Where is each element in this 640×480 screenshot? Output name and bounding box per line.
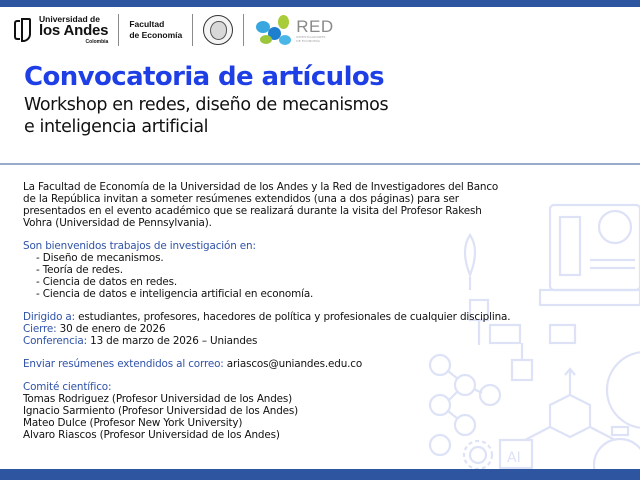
top-bar bbox=[0, 0, 640, 7]
uniandes-emblem-icon bbox=[14, 18, 36, 42]
committee-member: Mateo Dulce (Profesor New York University) bbox=[23, 417, 243, 429]
uniandes-line2: los Andes bbox=[39, 22, 109, 40]
facultad-line2: de Economía bbox=[129, 30, 183, 40]
topic-item: - Ciencia de datos e inteligencia artificial en economía. bbox=[36, 288, 314, 300]
topics-list bbox=[23, 252, 623, 300]
intro-line: presentados en el evento académico que se realizará durante la visita del Profesor Rakesh bbox=[23, 205, 482, 217]
intro-line: Vohra (Universidad de Pennsylvania). bbox=[23, 217, 212, 229]
topic-item: - Diseño de mecanismos. bbox=[36, 252, 164, 264]
intro-line: de la República invitan a someter resúmenes extendidos (una a dos páginas) para ser bbox=[23, 193, 459, 205]
subtitle-line2: e inteligencia artificial bbox=[24, 117, 209, 137]
intro-paragraph bbox=[23, 181, 623, 229]
page-subtitle bbox=[24, 94, 544, 138]
facultad-logo bbox=[129, 19, 182, 40]
bottom-bar bbox=[0, 469, 640, 480]
logo-separator bbox=[192, 14, 193, 46]
audience-label: Dirigido a: bbox=[23, 311, 76, 323]
committee-member: Ignacio Sarmiento (Profesor Universidad de los Andes) bbox=[23, 405, 299, 417]
red-name: RED bbox=[296, 16, 334, 36]
uniandes-line1: Universidad de bbox=[39, 13, 100, 24]
announcement-body bbox=[23, 181, 623, 441]
red-tagline1: INVESTIGADORES bbox=[296, 34, 326, 39]
red-molecule-icon bbox=[254, 13, 294, 47]
submit-line bbox=[23, 358, 623, 370]
intro-line: La Facultad de Economía de la Universidad de los Andes y la Red de Investigadores del Banco bbox=[23, 181, 499, 193]
svg-text:AI: AI bbox=[507, 450, 521, 466]
deadline-value: 30 de enero de 2026 bbox=[56, 323, 166, 335]
uniandes-line3: Colombia bbox=[85, 39, 109, 46]
conference-label: Conferencia: bbox=[23, 335, 87, 347]
subtitle-line1: Workshop en redes, diseño de mecanismos bbox=[24, 95, 389, 115]
topic-item: - Teoría de redes. bbox=[36, 264, 123, 276]
conference-value: 13 de marzo de 2026 – Uniandes bbox=[86, 335, 258, 347]
deadline-label: Cierre: bbox=[23, 323, 57, 335]
conference-line bbox=[23, 335, 623, 347]
logo-strip bbox=[14, 12, 334, 48]
deadline-line bbox=[23, 323, 623, 335]
topic-item: - Ciencia de datos en redes. bbox=[36, 276, 178, 288]
committee-label: Comité científico: bbox=[23, 381, 112, 393]
logo-separator bbox=[118, 14, 119, 46]
banco-republica-seal-icon bbox=[203, 15, 233, 45]
uniandes-logo bbox=[14, 12, 108, 48]
facultad-line1: Facultad bbox=[129, 19, 165, 30]
red-tagline2: DE ECONOMÍA bbox=[296, 38, 321, 43]
committee-member: Alvaro Riascos (Profesor Universidad de los Andes) bbox=[23, 429, 280, 441]
submit-label: Enviar resúmenes extendidos al correo: bbox=[23, 358, 224, 370]
audience-value: estudiantes, profesores, hacedores de política y profesionales de cualquier disciplina. bbox=[75, 311, 511, 323]
logo-separator bbox=[243, 14, 244, 46]
page-title: Convocatoria de artículos bbox=[24, 62, 385, 92]
committee-list bbox=[23, 393, 623, 441]
topics-label: Son bienvenidos trabajos de investigación en: bbox=[23, 240, 256, 252]
audience-line bbox=[23, 311, 623, 323]
red-logo bbox=[254, 13, 333, 47]
submit-email[interactable]: ariascos@uniandes.edu.co bbox=[223, 358, 363, 370]
committee-member: Tomas Rodriguez (Profesor Universidad de los Andes) bbox=[23, 393, 293, 405]
